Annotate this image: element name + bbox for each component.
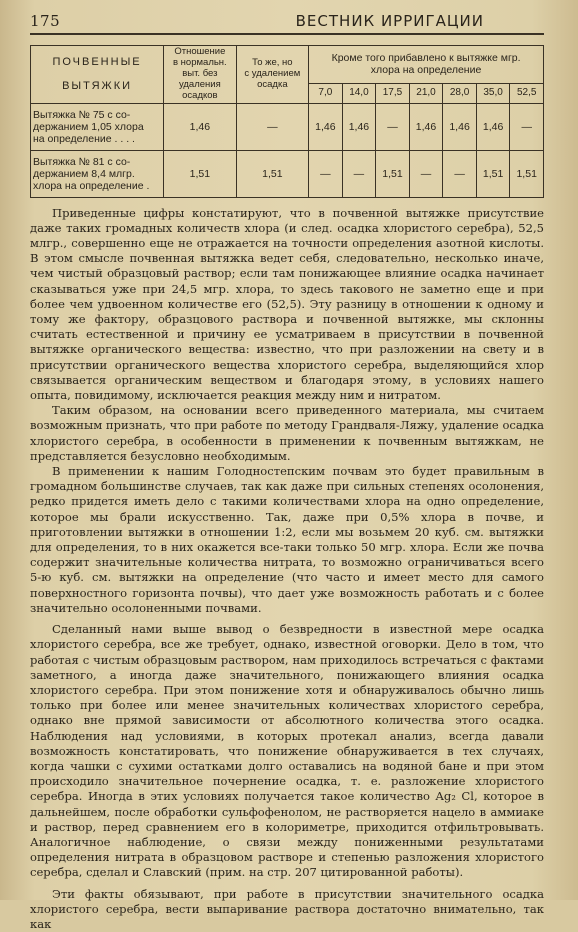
table-cell: — bbox=[309, 150, 343, 197]
chlorine-header: 14,0 bbox=[342, 83, 376, 103]
table-cell: — bbox=[236, 103, 309, 150]
paragraph: Сделанный нами выше вывод о безвредности в известной мере осадка хлористого серебра, все же требует, однако, известной оговорки. Дело в том, что работая с чистым образцовым раствором, нам приходилось встречаться с фактами заметного, а иногда даже значительного, понижающего влияния осадка хлористого серебра. При этом понижение хотя и обнаруживалось обычно лишь только при более или менее значительных количествах хлористого серебра, однако вне прямой зависимости от абсолютного количества этого осадка. Наблюдения над условиями, в которых протекал анализ, всегда давали возможность констатировать, что понижение обнаруживается в тех случаях, когда чашки с сухими остатками долго оставались на водяной бане и при этом происходило значительное почернение осадка, т. е. разложение хлористого серебра. Иногда в этих условиях получается такое количество Ag₂ Cl, которое в дальнейшем, после обработки сульфофенолом, не растворяется нацело в аммиаке и раствор, перед сравнением его в колориметре, приходится отфильтровывать. Аналогичное наблюдение, о связи между пониженными результатами определения нитрата в образцовом растворе и степенью разложения хлористого серебра, сделал и Славский (прим. на стр. 207 цитированной работы). bbox=[30, 622, 544, 880]
chlorine-header: 7,0 bbox=[309, 83, 343, 103]
group-header: Кроме того прибавлено к вытяжке мгр. хлора на определение bbox=[309, 46, 544, 84]
table-cell: 1,51 bbox=[164, 150, 237, 197]
table-cell: 1,46 bbox=[342, 103, 376, 150]
table-cell: 1,46 bbox=[443, 103, 477, 150]
paragraph: Эти факты обязывают, при работе в присутствии значительного осадка хлористого серебра, вести выпаривание раствора достаточно внимательно, так как bbox=[30, 886, 544, 931]
chlorine-header: 35,0 bbox=[476, 83, 510, 103]
page-header bbox=[30, 6, 544, 35]
table-row bbox=[31, 103, 544, 150]
table-cell: 1,51 bbox=[510, 150, 544, 197]
table-row bbox=[31, 150, 544, 197]
table-cell: 1,51 bbox=[476, 150, 510, 197]
table-cell: 1,46 bbox=[476, 103, 510, 150]
chlorine-header: 52,5 bbox=[510, 83, 544, 103]
col2-header: То же, но с удалением осадка bbox=[236, 46, 309, 104]
chlorine-header: 21,0 bbox=[409, 83, 443, 103]
row-label: Вытяжка № 75 с со- держанием 1,05 хлора на определение . . . . bbox=[31, 103, 164, 150]
col1-header: Отношение в нормальн. выт. без удаления осадков bbox=[164, 46, 237, 104]
row-header: ПОЧВЕННЫЕ ВЫТЯЖКИ bbox=[31, 46, 164, 104]
paragraph: Приведенные цифры констатируют, что в почвенной вытяжке присутствие даже таких громадных количеств хлора (и след. осадка хлористого серебра), 52,5 млгр., совершенно еще не отражается на точности определения азотной кислоты. В этом смысле почвенная вытяжка ведет себя, следовательно, несколько иначе, чем чистый образцовый раствор; если там понижающее влияние осадка начинает сказываться уже при 24,5 мгр. хлора, то здесь такового не заметно еще и при более чем удвоенном количестве его (52,5). Эту разницу в отношении к одному и тому же фактору, образцового раствора и почвенной вытяжке, мы склонны считать естественной и причину ее усматриваем в присутствии в почвенной вытяжке органического вещества: известно, что при разложении на свету и в присутствии органического вещества хлористого серебра, выделяющийся хлор связывается органическим веществом и благодаря этому, в условиях нашего опыта, повидимому, исключается реакция между ним и нитратом. bbox=[30, 205, 544, 403]
table-cell: 1,46 bbox=[309, 103, 343, 150]
table-cell: 1,46 bbox=[409, 103, 443, 150]
row-label: Вытяжка № 81 с со- держанием 8,4 млгр. хлора на определение . bbox=[31, 150, 164, 197]
table-cell: 1,46 bbox=[164, 103, 237, 150]
table-cell: — bbox=[510, 103, 544, 150]
chlorine-header: 28,0 bbox=[443, 83, 477, 103]
table-cell: 1,51 bbox=[376, 150, 410, 197]
table-cell: — bbox=[409, 150, 443, 197]
table-cell: 1,51 bbox=[236, 150, 309, 197]
table-cell: — bbox=[443, 150, 477, 197]
table-cell: — bbox=[376, 103, 410, 150]
paragraph: В применении к нашим Голодностепским почвам это будет правильным в громадном большинстве случаев, так как даже при сильных степенях осолонения, редко придется иметь дело с такими количествами хлора на одно определение, которое мы брали искусственно. Так, даже при 0,5% хлора в почве, и приготовлении вытяжки в отношении 1:2, если мы возьмем 20 куб. см. вытяжки для определения, то в них окажется все-таки только 50 мгр. хлора. Если же почва содержит значительные количества нитрата, то возможно ограничиваться всего 5-ю куб. см. вытяжки на определение (что часто и имеет место для самого поверхностного горизонта почвы), что дает уже возможность работать и с более значительно осолоненными почвами. bbox=[30, 464, 544, 615]
page-number: 175 bbox=[30, 12, 61, 30]
paragraph: Таким образом, на основании всего приведенного материала, мы считаем возможным признать, что при работе по методу Грандваля-Ляжу, удаление осадка хлористого серебра, в особенности в применении к почвенным вытяжкам, не представляется безусловно необходимым. bbox=[30, 403, 544, 463]
chlorine-header: 17,5 bbox=[376, 83, 410, 103]
table-cell: — bbox=[342, 150, 376, 197]
journal-title: ВЕСТНИК ИРРИГАЦИИ bbox=[295, 12, 484, 30]
body-text bbox=[30, 206, 544, 932]
data-table bbox=[30, 45, 544, 198]
